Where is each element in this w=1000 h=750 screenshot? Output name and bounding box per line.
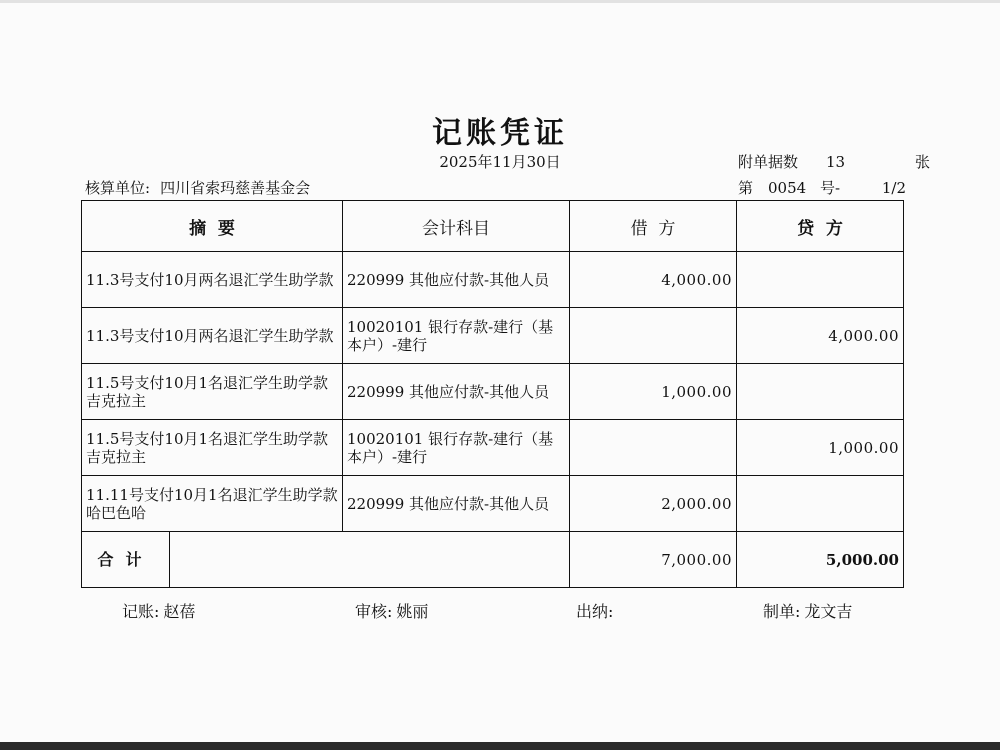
- footer-cashier: [576, 599, 617, 622]
- row-credit: [737, 476, 904, 532]
- footer-reviewer: [355, 599, 428, 622]
- voucher-title: 记账凭证: [432, 116, 568, 151]
- row-debit: 1,000.00: [570, 364, 737, 420]
- total-label: 合计: [82, 532, 170, 588]
- row-debit: [570, 420, 737, 476]
- voucher-prefix: 第: [738, 179, 754, 197]
- row-summary: 11.11号支付10月1名退汇学生助学款哈巴色哈: [82, 476, 343, 532]
- row-debit: 4,000.00: [570, 252, 737, 308]
- row-account: 220999 其他应付款-其他人员: [343, 476, 570, 532]
- row-account: 220999 其他应付款-其他人员: [343, 252, 570, 308]
- row-account: 10020101 银行存款-建行（基本户）-建行: [343, 420, 570, 476]
- total-credit: 5,000.00: [737, 532, 904, 588]
- attachments-info: [738, 151, 930, 172]
- row-credit: 4,000.00: [737, 308, 904, 364]
- table-row: [82, 420, 904, 476]
- header-debit: 借 方: [570, 201, 737, 252]
- table-row: [82, 364, 904, 420]
- voucher-number: [738, 177, 906, 198]
- row-account: 220999 其他应付款-其他人员: [343, 364, 570, 420]
- row-summary: 11.5号支付10月1名退汇学生助学款吉克拉主: [82, 420, 343, 476]
- row-account: 10020101 银行存款-建行（基本户）-建行: [343, 308, 570, 364]
- header-account: 会计科目: [343, 201, 570, 252]
- reviewer-label: 审核:: [355, 602, 393, 621]
- attachments-unit: 张: [914, 153, 930, 171]
- row-debit: [570, 308, 737, 364]
- row-summary: 11.3号支付10月两名退汇学生助学款: [82, 308, 343, 364]
- total-blank-cell: [170, 532, 570, 588]
- voucher-number-value: 0054: [768, 179, 807, 197]
- footer-preparer: [763, 599, 852, 622]
- total-row: [82, 532, 904, 588]
- row-credit: 1,000.00: [737, 420, 904, 476]
- table-header-row: [82, 201, 904, 252]
- preparer-name: 龙文吉: [804, 602, 853, 621]
- voucher-page: 1/2: [881, 179, 906, 197]
- voucher-table: [81, 200, 904, 588]
- row-summary: 11.3号支付10月两名退汇学生助学款: [82, 252, 343, 308]
- table-row: [82, 308, 904, 364]
- footer-bookkeeper: [122, 599, 195, 622]
- table-row: [82, 476, 904, 532]
- row-summary: 11.5号支付10月1名退汇学生助学款吉克拉主: [82, 364, 343, 420]
- table-row: [82, 252, 904, 308]
- bookkeeper-name: 赵蓓: [163, 602, 196, 621]
- header-summary: 摘 要: [82, 201, 343, 252]
- header-credit: 贷 方: [737, 201, 904, 252]
- accounting-unit: [85, 177, 310, 198]
- voucher-date: 2025年11月30日: [439, 153, 561, 171]
- accounting-unit-name: 四川省索玛慈善基金会: [160, 179, 311, 197]
- row-debit: 2,000.00: [570, 476, 737, 532]
- total-debit: 7,000.00: [570, 532, 737, 588]
- scan-edge-bottom: [0, 742, 1000, 750]
- accounting-unit-label: 核算单位:: [85, 179, 151, 197]
- row-credit: [737, 252, 904, 308]
- cashier-label: 出纳:: [576, 602, 614, 621]
- scan-edge-top: [0, 0, 1000, 3]
- attachments-count: 13: [826, 153, 846, 171]
- attachments-label: 附单据数: [738, 153, 799, 171]
- preparer-label: 制单:: [763, 602, 801, 621]
- bookkeeper-label: 记账:: [122, 602, 160, 621]
- reviewer-name: 姚丽: [396, 602, 429, 621]
- voucher-suffix: 号-: [820, 179, 841, 197]
- row-credit: [737, 364, 904, 420]
